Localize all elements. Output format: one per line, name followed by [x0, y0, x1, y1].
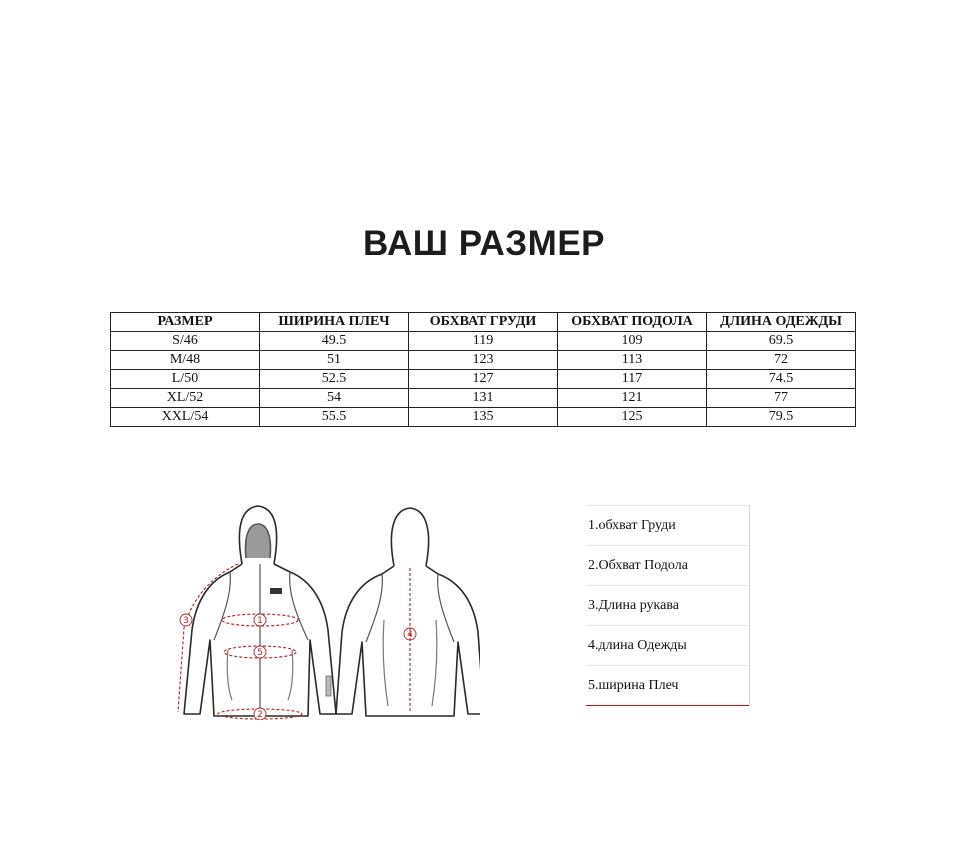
table-cell: 54: [260, 389, 409, 408]
header-hem: ОБХВАТ ПОДОЛА: [558, 313, 707, 332]
table-cell: 51: [260, 351, 409, 370]
table-cell: 117: [558, 370, 707, 389]
table-cell: S/46: [111, 332, 260, 351]
header-shoulder-width: ШИРИНА ПЛЕЧ: [260, 313, 409, 332]
table-cell: 74.5: [707, 370, 856, 389]
table-cell: 72: [707, 351, 856, 370]
table-cell: 69.5: [707, 332, 856, 351]
list-item: 2.Обхват Подола: [586, 546, 749, 586]
table-cell: M/48: [111, 351, 260, 370]
jacket-front: [184, 506, 336, 716]
list-item: 1.обхват Груди: [586, 506, 749, 546]
page-title: ВАШ РАЗМЕР: [362, 224, 606, 263]
legend-list: [586, 505, 750, 706]
list-item: 4.длина Одежды: [586, 626, 749, 666]
table-cell: 123: [409, 351, 558, 370]
table-cell: 127: [409, 370, 558, 389]
table-row: [111, 351, 856, 370]
table-cell: 125: [558, 408, 707, 427]
header-size: РАЗМЕР: [111, 313, 260, 332]
list-item: 3.Длина рукава: [586, 586, 749, 626]
table-row: [111, 408, 856, 427]
jacket-drawing: [170, 480, 480, 720]
list-item: 5.ширина Плеч: [586, 666, 749, 706]
jacket-back: [336, 508, 480, 716]
table-cell: 77: [707, 389, 856, 408]
table-cell: 121: [558, 389, 707, 408]
header-length: ДЛИНА ОДЕЖДЫ: [707, 313, 856, 332]
table-cell: 55.5: [260, 408, 409, 427]
table-cell: XXL/54: [111, 408, 260, 427]
table-cell: 119: [409, 332, 558, 351]
jacket-diagram: [170, 480, 480, 720]
table-header-row: [111, 313, 856, 332]
table-row: [111, 332, 856, 351]
marker-4-label: 4: [407, 630, 413, 640]
table-cell: 131: [409, 389, 558, 408]
table-cell: 49.5: [260, 332, 409, 351]
table-cell: 113: [558, 351, 707, 370]
marker-5-label: 5: [257, 648, 263, 658]
table-cell: XL/52: [111, 389, 260, 408]
measurement-legend: [586, 505, 750, 706]
table-cell: 79.5: [707, 408, 856, 427]
marker-2-label: 2: [257, 710, 263, 720]
table-cell: 135: [409, 408, 558, 427]
marker-1-label: 1: [257, 616, 263, 626]
table-cell: 109: [558, 332, 707, 351]
header-chest: ОБХВАТ ГРУДИ: [409, 313, 558, 332]
size-table: [110, 312, 856, 427]
table-row: [111, 370, 856, 389]
table-row: [111, 389, 856, 408]
table-cell: L/50: [111, 370, 260, 389]
measurement-lines: [178, 564, 302, 719]
table-cell: 52.5: [260, 370, 409, 389]
marker-3-label: 3: [183, 616, 189, 626]
